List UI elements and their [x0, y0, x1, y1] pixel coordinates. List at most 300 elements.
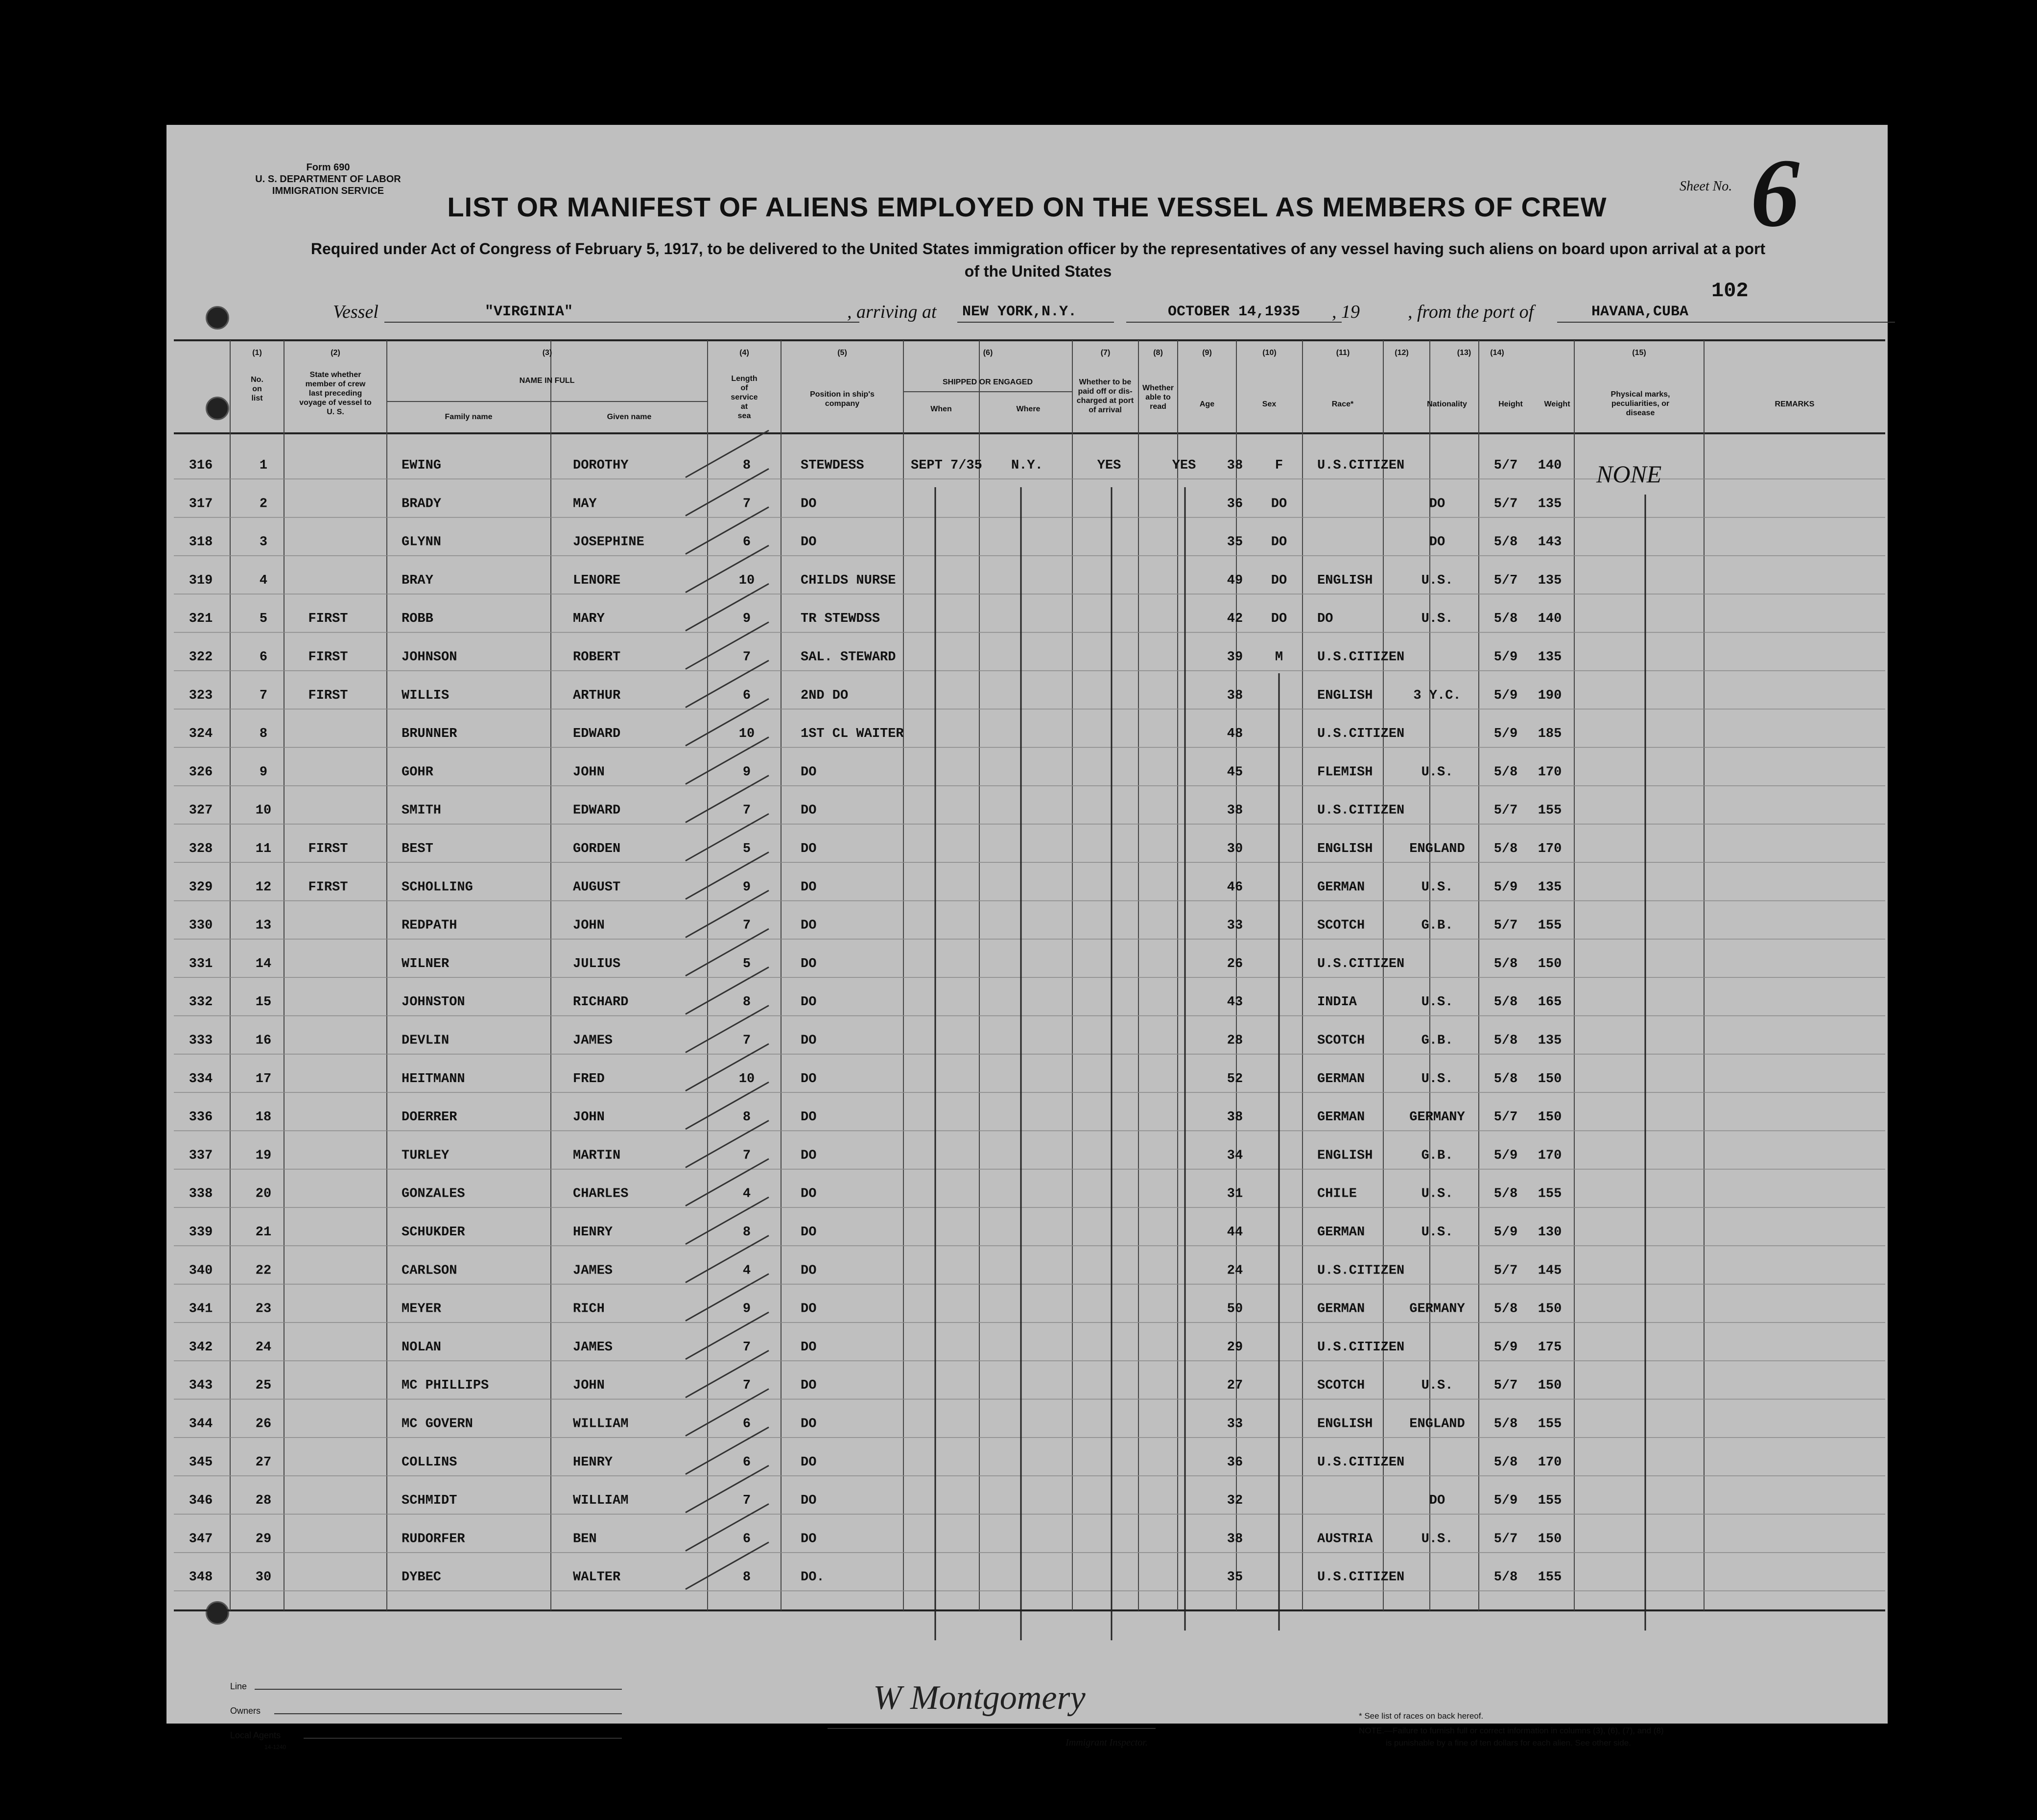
- row-position: DO: [801, 496, 817, 512]
- row-nationality: U.S.: [1421, 1225, 1453, 1240]
- row-weight: 140: [1538, 612, 1562, 627]
- pencil-tick: [686, 545, 769, 592]
- row-nationality: G.B.: [1421, 1033, 1453, 1048]
- header-family-name: Family name: [445, 413, 493, 421]
- sheet-number: 6: [1751, 139, 1800, 247]
- row-weight: 175: [1538, 1340, 1562, 1355]
- header-previous-voyage: voyage of vessel to: [299, 399, 372, 407]
- inspector-label: Immigrant Inspector.: [1066, 1737, 1148, 1748]
- header-shipped-engaged: SHIPPED OR ENGAGED: [942, 378, 1033, 386]
- row-height: 5/9: [1493, 1493, 1518, 1509]
- header-remarks: REMARKS: [1775, 400, 1815, 408]
- row-number: 1: [259, 458, 268, 473]
- row-paid-off: YES: [1097, 458, 1121, 473]
- row-reference: 331: [189, 956, 213, 971]
- footer-agents-form: 14-1240: [264, 1744, 286, 1750]
- pencil-tick: [686, 699, 769, 746]
- row-service: 9: [742, 765, 751, 780]
- row-age: 28: [1227, 1033, 1243, 1048]
- column-number: (13): [1457, 349, 1471, 357]
- row-number: 9: [259, 765, 268, 780]
- row-service: 7: [742, 496, 751, 512]
- row-age: 46: [1227, 880, 1243, 895]
- row-family-name: TURLEY: [402, 1148, 450, 1163]
- row-previous-voyage: FIRST: [308, 612, 348, 627]
- row-family-name: RUDORFER: [402, 1532, 465, 1547]
- row-number: 30: [255, 1570, 272, 1585]
- row-reference: 316: [189, 458, 213, 473]
- row-race: ENGLISH: [1317, 573, 1373, 588]
- pencil-tick: [686, 1389, 769, 1436]
- row-reference: 328: [189, 842, 213, 856]
- row-number: 10: [255, 803, 272, 818]
- row-height: 5/8: [1493, 1186, 1518, 1202]
- row-age: 52: [1227, 1071, 1243, 1087]
- row-height: 5/7: [1493, 918, 1518, 933]
- row-race: SCOTCH: [1317, 918, 1365, 933]
- row-number: 23: [255, 1301, 272, 1317]
- header-paid-off: charged at port: [1076, 397, 1134, 405]
- row-service: 7: [742, 1340, 751, 1355]
- row-reference: 322: [189, 650, 213, 665]
- row-given-name: WALTER: [573, 1570, 621, 1585]
- row-service: 7: [742, 803, 751, 818]
- row-age: 38: [1227, 803, 1243, 818]
- row-race: ENGLISH: [1317, 688, 1373, 703]
- row-position: DO: [801, 1493, 817, 1509]
- row-family-name: CARLSON: [402, 1263, 457, 1278]
- row-number: 16: [255, 1033, 272, 1048]
- row-family-name: MC GOVERN: [402, 1417, 473, 1432]
- row-age: 29: [1227, 1340, 1243, 1355]
- row-reference: 327: [189, 803, 213, 818]
- row-nationality: U.S.: [1421, 995, 1453, 1010]
- race-note: * See list of races on back hereof.: [1359, 1711, 1484, 1721]
- row-reference: 343: [189, 1378, 213, 1394]
- row-given-name: JULIUS: [573, 956, 621, 971]
- row-weight: 155: [1538, 1417, 1562, 1432]
- pencil-tick: [686, 661, 769, 708]
- row-service: 7: [742, 650, 751, 665]
- pencil-tick: [686, 891, 769, 938]
- row-age: 38: [1227, 1110, 1243, 1125]
- row-given-name: ARTHUR: [573, 688, 621, 703]
- row-nationality: 3 Y.C.: [1413, 688, 1461, 703]
- row-given-name: LENORE: [573, 573, 621, 588]
- row-previous-voyage: FIRST: [308, 650, 348, 665]
- row-reference: 342: [189, 1340, 213, 1355]
- row-number: 22: [255, 1263, 272, 1278]
- arrival-port: NEW YORK,N.Y.: [962, 304, 1077, 320]
- row-age: 42: [1227, 612, 1243, 627]
- pencil-tick: [686, 430, 769, 477]
- row-service: 4: [742, 1263, 751, 1278]
- row-number: 8: [259, 727, 268, 742]
- row-family-name: WILLIS: [402, 688, 450, 703]
- row-reference: 347: [189, 1532, 213, 1547]
- header-race: Race*: [1331, 400, 1354, 408]
- row-nationality: ENGLAND: [1409, 1417, 1465, 1432]
- row-number: 12: [255, 880, 272, 895]
- row-height: 5/8: [1493, 956, 1518, 971]
- row-position: DO: [801, 1148, 817, 1163]
- row-sex: DO: [1271, 573, 1287, 588]
- row-height: 5/8: [1493, 1455, 1518, 1470]
- row-height: 5/8: [1493, 1301, 1518, 1317]
- row-given-name: JOHN: [573, 765, 605, 780]
- row-age: 30: [1227, 842, 1243, 856]
- row-weight: 150: [1538, 1532, 1562, 1547]
- row-race: GERMAN: [1317, 1071, 1365, 1087]
- row-age: 48: [1227, 727, 1243, 742]
- departure-port: HAVANA,CUBA: [1591, 304, 1689, 320]
- row-age: 45: [1227, 765, 1243, 780]
- row-previous-voyage: FIRST: [308, 688, 348, 703]
- row-height: 5/7: [1493, 803, 1518, 818]
- row-weight: 143: [1538, 535, 1562, 550]
- pencil-tick: [686, 584, 769, 631]
- row-position: DO: [801, 918, 817, 933]
- row-nationality: DO: [1429, 496, 1445, 512]
- row-position: DO: [801, 1071, 817, 1087]
- row-weight: 170: [1538, 842, 1562, 856]
- pencil-tick: [686, 1274, 769, 1321]
- row-reference: 334: [189, 1071, 213, 1087]
- row-height: 5/8: [1493, 1033, 1518, 1048]
- row-height: 5/7: [1493, 458, 1518, 473]
- row-weight: 155: [1538, 1570, 1562, 1585]
- row-number: 29: [255, 1532, 272, 1547]
- row-number: 19: [255, 1148, 272, 1163]
- row-given-name: MARTIN: [573, 1148, 621, 1163]
- header-no-on-list: No.: [251, 376, 263, 384]
- row-nationality: U.S.: [1421, 765, 1453, 780]
- row-height: 5/8: [1493, 995, 1518, 1010]
- row-height: 5/8: [1493, 842, 1518, 856]
- row-height: 5/7: [1493, 496, 1518, 512]
- penalty-note-1: NOTE.—Failure to furnish full or correct information in columns (3), (6), (7), and (8): [1359, 1726, 1664, 1735]
- header-height: Height: [1498, 400, 1523, 408]
- row-weight: 170: [1538, 1455, 1562, 1470]
- row-height: 5/9: [1493, 1148, 1518, 1163]
- row-age: 36: [1227, 1455, 1243, 1470]
- row-height: 5/8: [1493, 1071, 1518, 1087]
- row-position: DO: [801, 535, 817, 550]
- row-age: 50: [1227, 1301, 1243, 1317]
- row-given-name: CHARLES: [573, 1186, 629, 1202]
- inspector-signature: W Montgomery: [873, 1679, 1086, 1717]
- row-position: DO: [801, 1033, 817, 1048]
- row-height: 5/9: [1493, 880, 1518, 895]
- row-nationality: G.B.: [1421, 918, 1453, 933]
- row-position: DO: [801, 1378, 817, 1394]
- row-number: 17: [255, 1071, 272, 1087]
- arriving-label: , arriving at: [847, 302, 937, 322]
- row-number: 2: [259, 496, 268, 512]
- header-length-of-service: of: [740, 384, 748, 392]
- column-number: (2): [331, 349, 340, 357]
- row-age: 43: [1227, 995, 1243, 1010]
- row-reference: 341: [189, 1301, 213, 1317]
- row-given-name: RICH: [573, 1301, 605, 1317]
- row-position: DO: [801, 1110, 817, 1125]
- row-service: 7: [742, 1493, 751, 1509]
- row-given-name: HENRY: [573, 1225, 613, 1240]
- row-age: 44: [1227, 1225, 1243, 1240]
- row-service: 6: [742, 535, 751, 550]
- row-family-name: GOHR: [402, 765, 433, 780]
- column-number: (14): [1490, 349, 1504, 357]
- row-race: FLEMISH: [1317, 765, 1373, 780]
- row-service: 10: [738, 1071, 755, 1087]
- row-service: 6: [742, 1417, 751, 1432]
- row-given-name: WILLIAM: [573, 1417, 629, 1432]
- row-family-name: MEYER: [402, 1301, 442, 1317]
- row-height: 5/8: [1493, 535, 1518, 550]
- row-reference: 338: [189, 1186, 213, 1202]
- row-sex: M: [1275, 650, 1283, 665]
- row-nationality: U.S.: [1421, 880, 1453, 895]
- row-weight: 155: [1538, 1186, 1562, 1202]
- row-position: DO: [801, 1340, 817, 1355]
- row-age: 35: [1227, 1570, 1243, 1585]
- row-reference: 321: [189, 612, 213, 627]
- row-age: 39: [1227, 650, 1243, 665]
- header-able-to-read: able to: [1145, 393, 1171, 402]
- vessel-label: Vessel: [333, 302, 379, 322]
- row-position: DO: [801, 1417, 817, 1432]
- row-age: 38: [1227, 458, 1243, 473]
- row-given-name: EDWARD: [573, 803, 621, 818]
- row-nationality: U.S.: [1421, 573, 1453, 588]
- row-number: 28: [255, 1493, 272, 1509]
- row-position: STEWDESS: [801, 458, 864, 473]
- row-position: DO: [801, 1532, 817, 1547]
- row-race: INDIA: [1317, 995, 1357, 1010]
- row-weight: 145: [1538, 1263, 1562, 1278]
- row-race: U.S.CITIZEN: [1317, 727, 1405, 742]
- row-family-name: NOLAN: [402, 1340, 442, 1355]
- row-position: DO.: [801, 1570, 825, 1585]
- row-position: CHILDS NURSE: [801, 573, 896, 588]
- row-given-name: WILLIAM: [573, 1493, 629, 1509]
- row-number: 20: [255, 1186, 272, 1202]
- header-able-to-read: Whether: [1142, 384, 1174, 392]
- header-no-on-list: list: [251, 394, 263, 402]
- column-number: (6): [983, 349, 993, 357]
- row-height: 5/9: [1493, 727, 1518, 742]
- row-age: 49: [1227, 573, 1243, 588]
- row-weight: 135: [1538, 1033, 1562, 1048]
- column-number: (4): [739, 349, 749, 357]
- row-age: 38: [1227, 688, 1243, 703]
- column-number: (9): [1202, 349, 1212, 357]
- row-height: 5/8: [1493, 612, 1518, 627]
- row-height: 5/7: [1493, 573, 1518, 588]
- page-title: LIST OR MANIFEST OF ALIENS EMPLOYED ON THE VESSEL AS MEMBERS OF CREW: [447, 191, 1607, 222]
- pencil-tick: [686, 1044, 769, 1091]
- row-position: 2ND DO: [801, 688, 849, 703]
- row-family-name: EWING: [402, 458, 442, 473]
- row-given-name: JOHN: [573, 1378, 605, 1394]
- row-given-name: JAMES: [573, 1263, 613, 1278]
- header-nationality: Nationality: [1427, 400, 1467, 408]
- column-number: (12): [1395, 349, 1409, 357]
- row-nationality: U.S.: [1421, 1186, 1453, 1202]
- row-race: U.S.CITIZEN: [1317, 1340, 1405, 1355]
- row-position: DO: [801, 1301, 817, 1317]
- row-previous-voyage: FIRST: [308, 880, 348, 895]
- row-service: 7: [742, 1378, 751, 1394]
- page-subtitle: Required under Act of Congress of February 5, 1917, to be delivered to the United States immigration officer by the representatives of any vessel having such aliens on board upon arrival at a port of the United States: [310, 240, 1766, 280]
- header-previous-voyage: last preceding: [308, 389, 362, 398]
- pencil-tick: [686, 929, 769, 976]
- row-race: ENGLISH: [1317, 1148, 1373, 1163]
- row-given-name: BEN: [573, 1532, 597, 1547]
- header-physical-marks: Physical marks,: [1611, 390, 1670, 399]
- row-sex: DO: [1271, 612, 1287, 627]
- row-number: 18: [255, 1110, 272, 1125]
- row-given-name: RICHARD: [573, 995, 629, 1010]
- header-length-of-service: at: [740, 402, 748, 411]
- row-given-name: JAMES: [573, 1033, 613, 1048]
- header-position: Position in ship's: [810, 390, 875, 399]
- row-given-name: JAMES: [573, 1340, 613, 1355]
- row-family-name: REDPATH: [402, 918, 457, 933]
- footer-agents-label: Local Agents: [230, 1730, 281, 1740]
- header-name-in-full: NAME IN FULL: [519, 377, 575, 385]
- row-number: 26: [255, 1417, 272, 1432]
- header-length-of-service: service: [731, 393, 758, 402]
- row-height: 5/7: [1493, 1110, 1518, 1125]
- row-race: GERMAN: [1317, 880, 1365, 895]
- row-weight: 165: [1538, 995, 1562, 1010]
- row-race: GERMAN: [1317, 1110, 1365, 1125]
- row-position: DO: [801, 765, 817, 780]
- row-reference: 329: [189, 880, 213, 895]
- row-service: 8: [742, 995, 751, 1010]
- header-paid-off: paid off or dis-: [1078, 387, 1133, 396]
- header-previous-voyage: U. S.: [327, 408, 344, 416]
- row-age: 26: [1227, 956, 1243, 971]
- row-height: 5/9: [1493, 688, 1518, 703]
- sheet-total: 102: [1711, 279, 1749, 303]
- row-service: 8: [742, 1225, 751, 1240]
- row-service: 7: [742, 1033, 751, 1048]
- row-number: 27: [255, 1455, 272, 1470]
- row-given-name: JOHN: [573, 918, 605, 933]
- header-physical-marks: disease: [1626, 409, 1655, 417]
- pencil-tick: [686, 507, 769, 554]
- header-no-on-list: on: [252, 385, 262, 393]
- row-age: 34: [1227, 1148, 1243, 1163]
- header-where: Where: [1016, 405, 1041, 413]
- vessel-name: "VIRGINIA": [485, 304, 573, 320]
- row-position: SAL. STEWARD: [801, 650, 896, 665]
- row-previous-voyage: FIRST: [308, 842, 348, 856]
- row-family-name: HEITMANN: [402, 1071, 465, 1087]
- row-weight: 190: [1538, 688, 1562, 703]
- row-family-name: GONZALES: [402, 1186, 465, 1202]
- row-reference: 323: [189, 688, 213, 703]
- column-number: (5): [837, 349, 847, 357]
- row-number: 25: [255, 1378, 272, 1394]
- row-race: U.S.CITIZEN: [1317, 650, 1405, 665]
- header-position: company: [825, 400, 860, 408]
- row-number: 6: [259, 650, 268, 665]
- arrival-date: OCTOBER 14,1935: [1168, 304, 1301, 320]
- row-reference: 333: [189, 1033, 213, 1048]
- row-given-name: FRED: [573, 1071, 605, 1087]
- row-number: 3: [259, 535, 268, 550]
- column-number: (3): [542, 349, 552, 357]
- row-number: 11: [255, 842, 272, 856]
- row-reference: 336: [189, 1110, 213, 1125]
- row-family-name: SCHUKDER: [402, 1225, 465, 1240]
- pencil-tick: [686, 814, 769, 861]
- row-service: 9: [742, 1301, 751, 1317]
- row-height: 5/9: [1493, 1340, 1518, 1355]
- row-service: 5: [742, 956, 751, 971]
- row-number: 14: [255, 956, 272, 971]
- row-age: 35: [1227, 535, 1243, 550]
- row-age: 31: [1227, 1186, 1243, 1202]
- row-weight: 150: [1538, 956, 1562, 971]
- row-height: 5/8: [1493, 1417, 1518, 1432]
- row-position: DO: [801, 880, 817, 895]
- row-height: 5/8: [1493, 1570, 1518, 1585]
- row-reference: 337: [189, 1148, 213, 1163]
- header-previous-voyage: member of crew: [305, 380, 366, 388]
- row-nationality: U.S.: [1421, 1532, 1453, 1547]
- row-race: U.S.CITIZEN: [1317, 956, 1405, 971]
- row-reference: 319: [189, 573, 213, 588]
- row-age: 33: [1227, 1417, 1243, 1432]
- row-weight: 185: [1538, 727, 1562, 742]
- footer-line-label: Line: [230, 1681, 247, 1691]
- row-weight: 155: [1538, 1493, 1562, 1509]
- physical-marks-handwritten: NONE: [1596, 460, 1662, 488]
- row-race: DO: [1317, 612, 1333, 627]
- row-reference: 339: [189, 1225, 213, 1240]
- row-weight: 170: [1538, 1148, 1562, 1163]
- row-race: U.S.CITIZEN: [1317, 1570, 1405, 1585]
- row-nationality: DO: [1429, 1493, 1445, 1509]
- row-number: 24: [255, 1340, 272, 1355]
- header-previous-voyage: State whether: [309, 371, 361, 379]
- row-number: 13: [255, 918, 272, 933]
- row-race: ENGLISH: [1317, 1417, 1373, 1432]
- row-position: DO: [801, 956, 817, 971]
- row-service: 9: [742, 880, 751, 895]
- row-sex: F: [1275, 458, 1283, 473]
- row-race: GERMAN: [1317, 1301, 1365, 1317]
- row-family-name: GLYNN: [402, 535, 442, 550]
- header-able-to-read: read: [1150, 402, 1166, 411]
- row-height: 5/7: [1493, 1263, 1518, 1278]
- row-race: CHILE: [1317, 1186, 1357, 1202]
- row-weight: 135: [1538, 573, 1562, 588]
- row-able-to-read: YES: [1172, 458, 1196, 473]
- penalty-note-2: is punishable by a fine of ten dollars for each alien. See other side.: [1386, 1738, 1631, 1748]
- row-reference: 324: [189, 727, 213, 742]
- row-weight: 135: [1538, 880, 1562, 895]
- row-race: ENGLISH: [1317, 842, 1373, 856]
- row-number: 15: [255, 995, 272, 1010]
- column-number: (10): [1262, 349, 1277, 357]
- pencil-tick: [686, 469, 769, 516]
- header-given-name: Given name: [607, 413, 652, 421]
